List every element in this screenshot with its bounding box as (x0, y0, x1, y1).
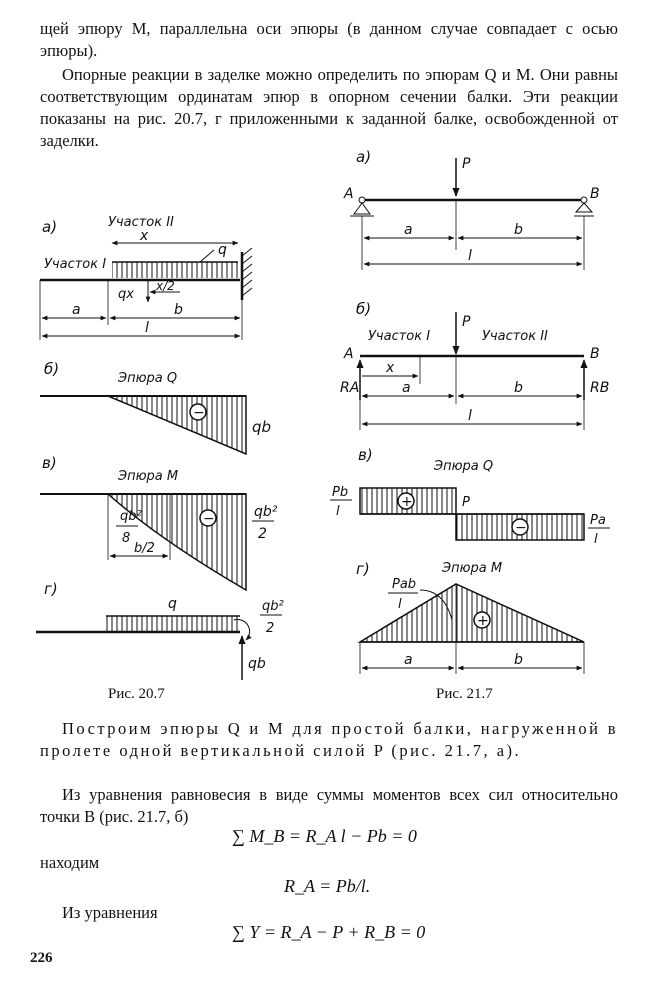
svg-text:Pb: Pb (332, 485, 349, 500)
fig21-7-d (356, 560, 584, 674)
svg-text:2: 2 (266, 621, 275, 636)
svg-text:Эпюра M: Эпюра M (442, 561, 503, 576)
svg-text:RB: RB (590, 380, 610, 396)
fig20-7-a (40, 215, 252, 340)
svg-text:a: a (404, 222, 413, 238)
tag-a: а) (42, 218, 58, 236)
equation-2: R_A = Pb/l. (284, 876, 371, 896)
fig20-7-c (40, 454, 278, 590)
qb-value: qb (252, 418, 272, 436)
tag-d: г) (44, 580, 58, 598)
svg-text:P: P (462, 156, 471, 172)
svg-text:q: q (168, 596, 177, 612)
svg-text:2: 2 (258, 526, 267, 542)
svg-text:Pa: Pa (590, 513, 606, 528)
zone2-label: Участок II (108, 215, 174, 230)
svg-text:Участок I: Участок I (368, 329, 431, 344)
tag-a: а) (356, 148, 372, 166)
svg-text:a: a (404, 652, 413, 668)
svg-text:+: + (401, 494, 413, 510)
fig21-7-a (343, 148, 600, 270)
pin-support-icon (354, 203, 370, 214)
tag-c: в) (42, 454, 57, 472)
fig21-7-b (340, 300, 609, 430)
svg-text:b: b (514, 652, 523, 668)
svg-text:a: a (402, 380, 411, 396)
svg-text:b: b (514, 222, 523, 238)
paragraph-3: Построим эпюры Q и М для простой балки, нагруженной в пролете одной вертикальной силой P (рис. 21.7, а). (40, 719, 618, 760)
tag-c: в) (358, 446, 373, 464)
qx-label: qx (118, 287, 134, 302)
fig20-7-d (36, 580, 284, 680)
equation-1: ∑ M_B = R_A l − Pb = 0 (232, 826, 417, 846)
svg-text:A: A (344, 346, 354, 362)
svg-text:l: l (594, 532, 598, 547)
equation-3: ∑ Y = R_A − P + R_B = 0 (232, 922, 426, 942)
svg-text:l: l (468, 408, 472, 424)
tag-d: г) (356, 560, 370, 578)
zone1-label: Участок I (44, 257, 107, 272)
tag-b: б) (356, 300, 372, 318)
caption-fig-21-7: Рис. 21.7 (436, 686, 493, 702)
a-label: a (72, 302, 81, 318)
tag-b: б) (44, 360, 60, 378)
svg-text:qb: qb (248, 656, 266, 672)
svg-text:qb²: qb² (120, 509, 142, 524)
svg-text:A: A (344, 186, 354, 202)
svg-text:b/2: b/2 (134, 541, 155, 556)
svg-text:Участок II: Участок II (482, 329, 548, 344)
paragraph-4: Из уравнения равновесия в виде суммы моментов всех сил относительно точки B (рис. 21.7, б) (40, 785, 618, 826)
svg-text:−: − (515, 520, 527, 536)
paragraph-2: Опорные реакции в заделке можно определить по эпюрам Q и М. Они равны соответствующим ординатам эпюр в опорном сечении балки. Эти реакции показаны на рис. 20.7, г приложенными к заданной балке, освобожденной от заделки. (40, 65, 618, 150)
svg-text:8: 8 (122, 531, 131, 546)
b-label: b (174, 302, 183, 318)
distributed-load (106, 616, 240, 632)
l-label: l (145, 320, 149, 336)
q-label: q (218, 242, 227, 258)
svg-text:P: P (462, 314, 471, 330)
svg-text:P: P (462, 495, 470, 510)
x-half-label: x/2 (156, 279, 175, 293)
paragraph-1: щей эпюру М, параллельна оси эпюры (в данном случае совпадает с осью эпюры). (40, 19, 618, 60)
svg-text:B: B (590, 346, 600, 362)
svg-text:l: l (468, 248, 472, 264)
svg-text:Pab: Pab (392, 577, 417, 592)
svg-text:l: l (398, 597, 402, 612)
q-area (108, 396, 246, 454)
svg-text:B: B (590, 186, 600, 202)
svg-text:l: l (336, 504, 340, 519)
epure-m-title: Эпюра M (118, 469, 179, 484)
svg-text:−: − (193, 405, 205, 421)
distributed-load (112, 262, 238, 278)
svg-text:+: + (477, 613, 489, 629)
svg-text:−: − (203, 511, 215, 527)
fig20-7-b (40, 360, 271, 454)
caption-fig-20-7: Рис. 20.7 (108, 686, 165, 702)
svg-text:Эпюра Q: Эпюра Q (434, 459, 494, 474)
paragraph-6: Из уравнения (62, 903, 158, 922)
svg-text:b: b (514, 380, 523, 396)
svg-text:RA: RA (340, 380, 360, 396)
svg-text:x: x (386, 360, 395, 376)
paragraph-5: находим (40, 853, 100, 872)
epure-q-title: Эпюра Q (118, 371, 178, 386)
x-label: x (140, 228, 149, 244)
svg-text:qb²: qb² (262, 599, 284, 614)
svg-text:qb²: qb² (254, 504, 278, 520)
page-number: 226 (30, 950, 53, 966)
roller-support-icon (576, 203, 592, 212)
fig21-7-c (330, 446, 610, 547)
